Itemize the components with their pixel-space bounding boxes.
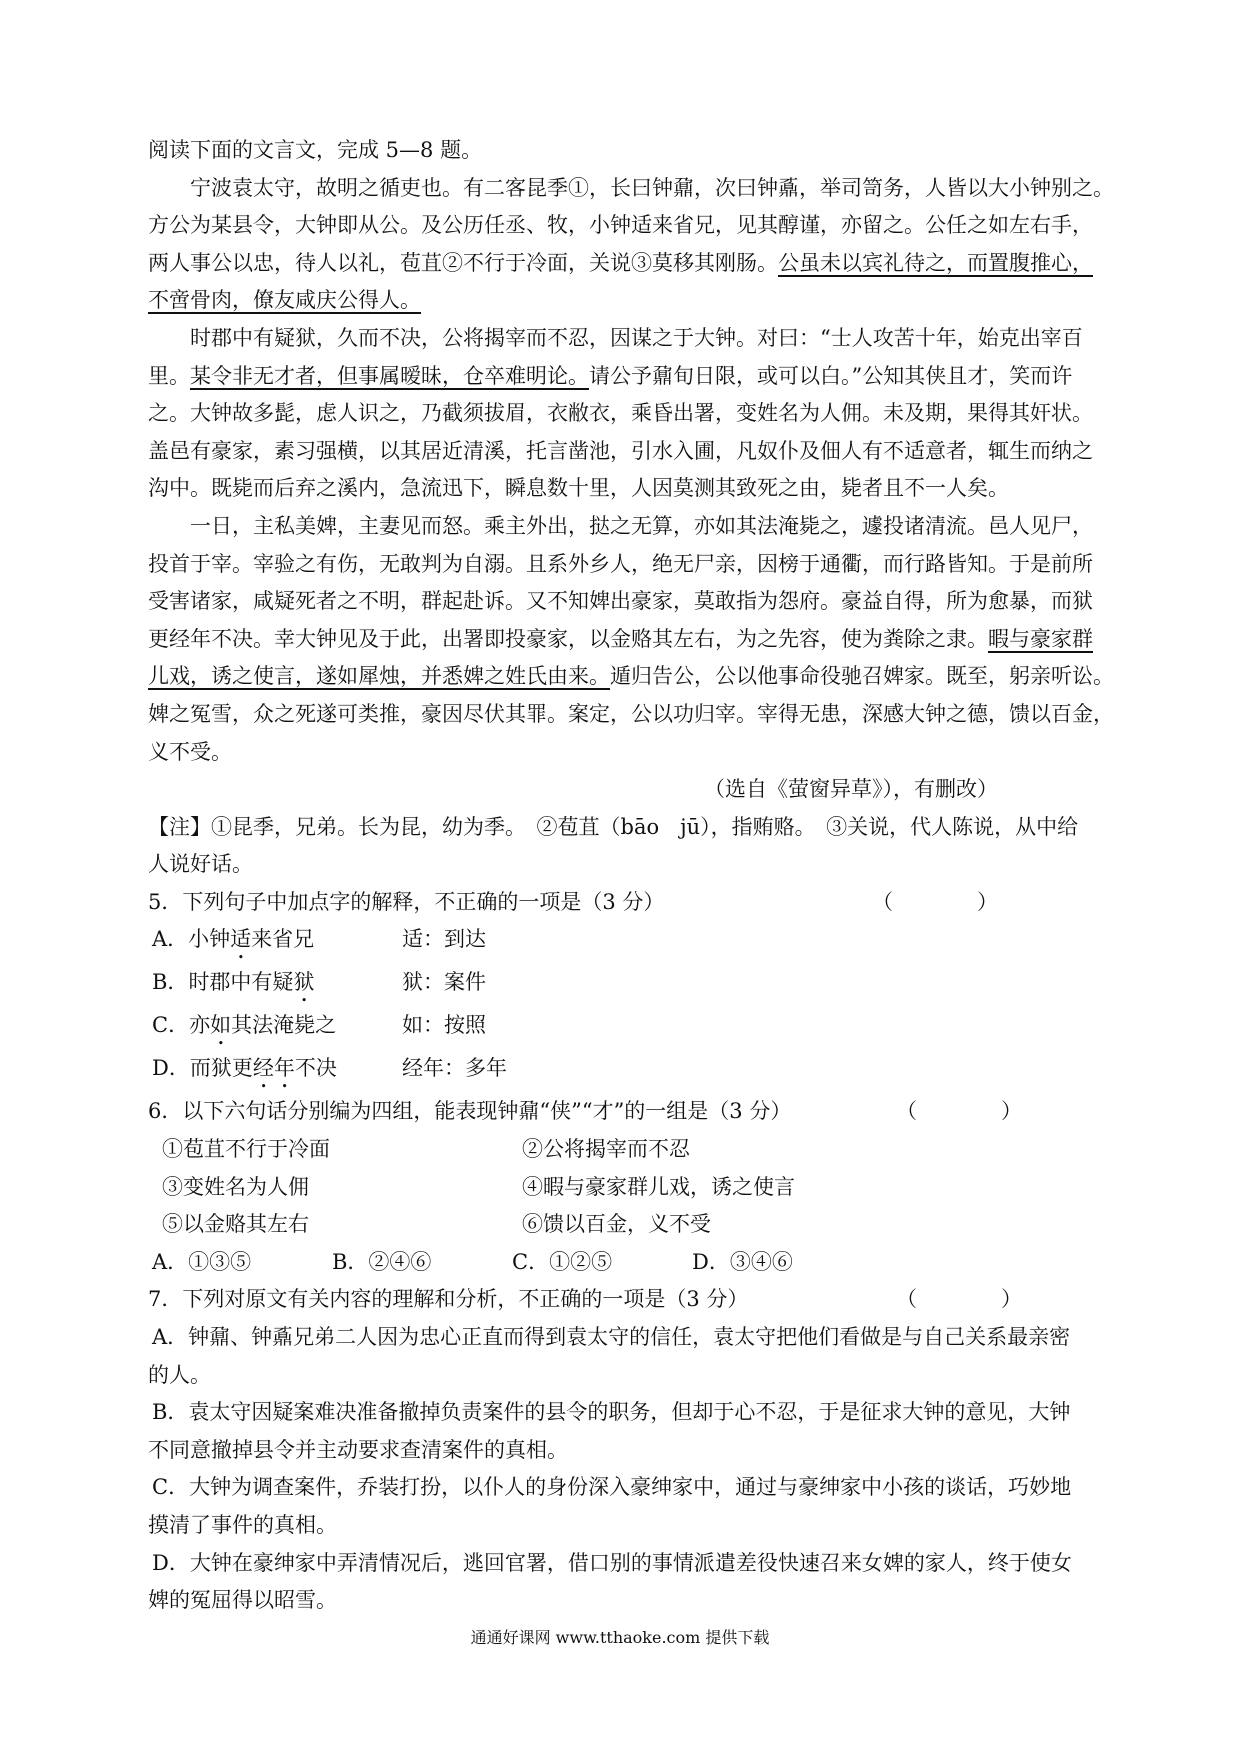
passage-line: 盖邑有豪家，素习强横，以其居近清溪，托言凿池，引水入圃，凡奴仆及佃人有不适意者，辄生而纳之 [148, 438, 1093, 463]
question-5 [148, 884, 1118, 922]
dotted-character: 经年 [252, 1056, 295, 1081]
question-7-option-b[interactable]: B．袁太守因疑案难决准备撤掉负责案件的县令的职务，但却于心不忍，于是征求大钟的意见，大钟 不同意撤掉县令并主动要求查清案件的真相。 [148, 1400, 1071, 1462]
question-7 [148, 1281, 1118, 1319]
passage-line: 婢之冤雪，众之死遂可类推，豪因尽伏其罪。案定，公以功归宰。宰得无患，深感大钟之德，馈以百金， [148, 701, 1114, 726]
answer-blank[interactable]: （ ） [896, 1287, 1022, 1312]
question-6-answers [148, 1244, 1118, 1282]
question-6-items-row [148, 1206, 1118, 1244]
dotted-character: 如 [210, 1013, 232, 1038]
question-5-option-b[interactable]: B．时郡中有疑狱 狱：案件 [152, 970, 486, 995]
dotted-character: 适 [230, 927, 252, 952]
passage-line: 受害诸家，咸疑死者之不明，群起赴诉。又不知婢出豪家，莫敢指为怨府。豪益自得，所为愈暴，而狱 [148, 589, 1093, 614]
question-5-option-a[interactable]: A．小钟适来省兄 适：到达 [152, 927, 486, 952]
passage-line: 之。大钟故多髭，虑人识之，乃截须拔眉，衣敝衣，乘昏出署，变姓名为人佣。未及期，果得其奸状。 [148, 401, 1093, 426]
page-footer: 通通好课网 www.tthaoke.com 提供下载 [470, 1628, 770, 1647]
answer-option-b[interactable]: B．②④⑥ [332, 1249, 432, 1274]
dotted-character: 狱 [293, 970, 315, 995]
sentence-item: ⑤以金赂其左右 [162, 1212, 309, 1237]
passage-line: 儿戏，诱之使言，遂如犀烛，并悉婢之姓氏由来。遁归告公，公以他事命役驰召婢家。既至，躬亲听讼。 [148, 664, 1114, 689]
question-stem: 7．下列对原文有关内容的理解和分析，不正确的一项是（3 分） [148, 1287, 749, 1312]
passage-paragraph-3 [148, 508, 1118, 771]
passage-paragraph-1 [148, 170, 1118, 320]
question-6-items-row [148, 1131, 1118, 1169]
sentence-item: ①苞苴不行于冷面 [162, 1137, 330, 1162]
exam-content [148, 132, 1118, 1620]
question-5-option-c[interactable]: C．亦如其法淹毙之 如：按照 [152, 1013, 486, 1038]
answer-option-d[interactable]: D．③④⑥ [692, 1249, 793, 1274]
sentence-item: ④暇与豪家群儿戏，诱之使言 [522, 1174, 795, 1199]
answer-blank[interactable]: （ ） [872, 889, 998, 914]
question-7-option-d[interactable]: D．大钟在豪绅家中弄清情况后，逃回官署，借口别的事情派遣差役快速召来女婢的家人，终于使女 婢的冤屈得以昭雪。 [148, 1550, 1072, 1613]
question-7-option-a[interactable]: A．钟鼐、钟鼒兄弟二人因为忠心正直而得到袁太守的信任，袁太守把他们看做是与自己关系最亲密 的人。 [148, 1325, 1071, 1387]
answer-option-c[interactable]: C．①②⑤ [512, 1249, 613, 1274]
passage-line: 一日，主私美婢，主妻见而怒。乘主外出，挞之无算，亦如其法淹毙之，遽投诸清流。邑人见尸， [190, 513, 1093, 538]
underlined-sentence: 暇与豪家群 [988, 626, 1093, 651]
passage-line: 里。某令非无才者，但事属暧昧，仓卒难明论。请公予鼐旬日限，或可以白。”公知其侠且才，笑而许 [148, 363, 1073, 388]
passage-line: 宁波袁太守，故明之循吏也。有二客昆季①，长曰钟鼐，次曰钟鼒，举司笥务，人皆以大小钟别之。 [190, 175, 1114, 200]
question-stem: 5．下列句子中加点字的解释，不正确的一项是（3 分） [148, 889, 665, 914]
sentence-item: ③变姓名为人佣 [162, 1174, 309, 1199]
passage-paragraph-2 [148, 320, 1118, 508]
question-stem: 6．以下六句话分别编为四组，能表现钟鼐“侠”“才”的一组是（3 分） [148, 1099, 792, 1124]
reading-instruction: 阅读下面的文言文，完成 5—8 题。 [148, 138, 483, 162]
passage-line: 方公为某县令，大钟即从公。及公历任丞、牧，小钟适来省兄，见其醇谨，亦留之。公任之如左右手， [148, 213, 1093, 238]
underlined-sentence: 公虽未以宾礼待之，而置腹推心， [778, 250, 1093, 275]
question-7-option-c[interactable]: C．大钟为调查案件，乔装打扮，以仆人的身份深入豪绅家中，通过与豪绅家中小孩的谈话，巧妙地 摸清了事件的真相。 [148, 1475, 1072, 1537]
underlined-sentence: 不啻骨肉，僚友咸庆公得人。 [148, 288, 421, 313]
passage-line [148, 282, 1118, 320]
passage-source: （选自《萤窗异草》），有删改） [704, 777, 998, 802]
answer-option-a[interactable]: A．①③⑤ [152, 1249, 252, 1274]
passage-line: 投首于宰。宰验之有伤，无敢判为自溺。且系外乡人，绝无尸亲，因榜于通衢，而行路皆知。于是前所 [148, 551, 1093, 576]
passage-line: 更经年不决。幸大钟见及于此，出署即投豪家，以金赂其左右，为之先容，使为粪除之隶。暇与豪家群 [148, 626, 1093, 651]
passage-line: 时郡中有疑狱，久而不决，公将揭宰而不忍，因谋之于大钟。对曰：“士人攻苦十年，始克出宰百 [190, 325, 1083, 350]
passage-line: 沟中。既毙而后弃之溪内，急流迅下，瞬息数十里，人因莫测其致死之由，毙者且不一人矣。 [148, 476, 1009, 501]
question-5-option-d[interactable]: D．而狱更经年不决 经年：多年 [152, 1056, 507, 1081]
passage-line: 两人事公以忠，待人以礼，苞苴②不行于冷面，关说③莫移其刚肠。公虽未以宾礼待之，而置腹推心， [148, 250, 1093, 275]
question-6-items-row [148, 1169, 1118, 1207]
answer-blank[interactable]: （ ） [896, 1099, 1022, 1124]
annotation-note: 【注】①昆季，兄弟。长为昆，幼为季。 ②苞苴（bāo jū），指贿赂。 ③关说，代人陈说，从中给 [148, 814, 1079, 839]
sentence-item: ⑥馈以百金，义不受 [522, 1212, 711, 1237]
passage-line: 义不受。 [148, 739, 232, 764]
sentence-item: ②公将揭宰而不忍 [522, 1137, 690, 1162]
annotation-note: 人说好话。 [148, 852, 253, 877]
underlined-sentence: 某令非无才者，但事属暧昧，仓卒难明论。 [190, 363, 589, 388]
question-6 [148, 1093, 1118, 1131]
underlined-sentence: 儿戏，诱之使言，遂如犀烛，并悉婢之姓氏由来。 [148, 664, 610, 689]
